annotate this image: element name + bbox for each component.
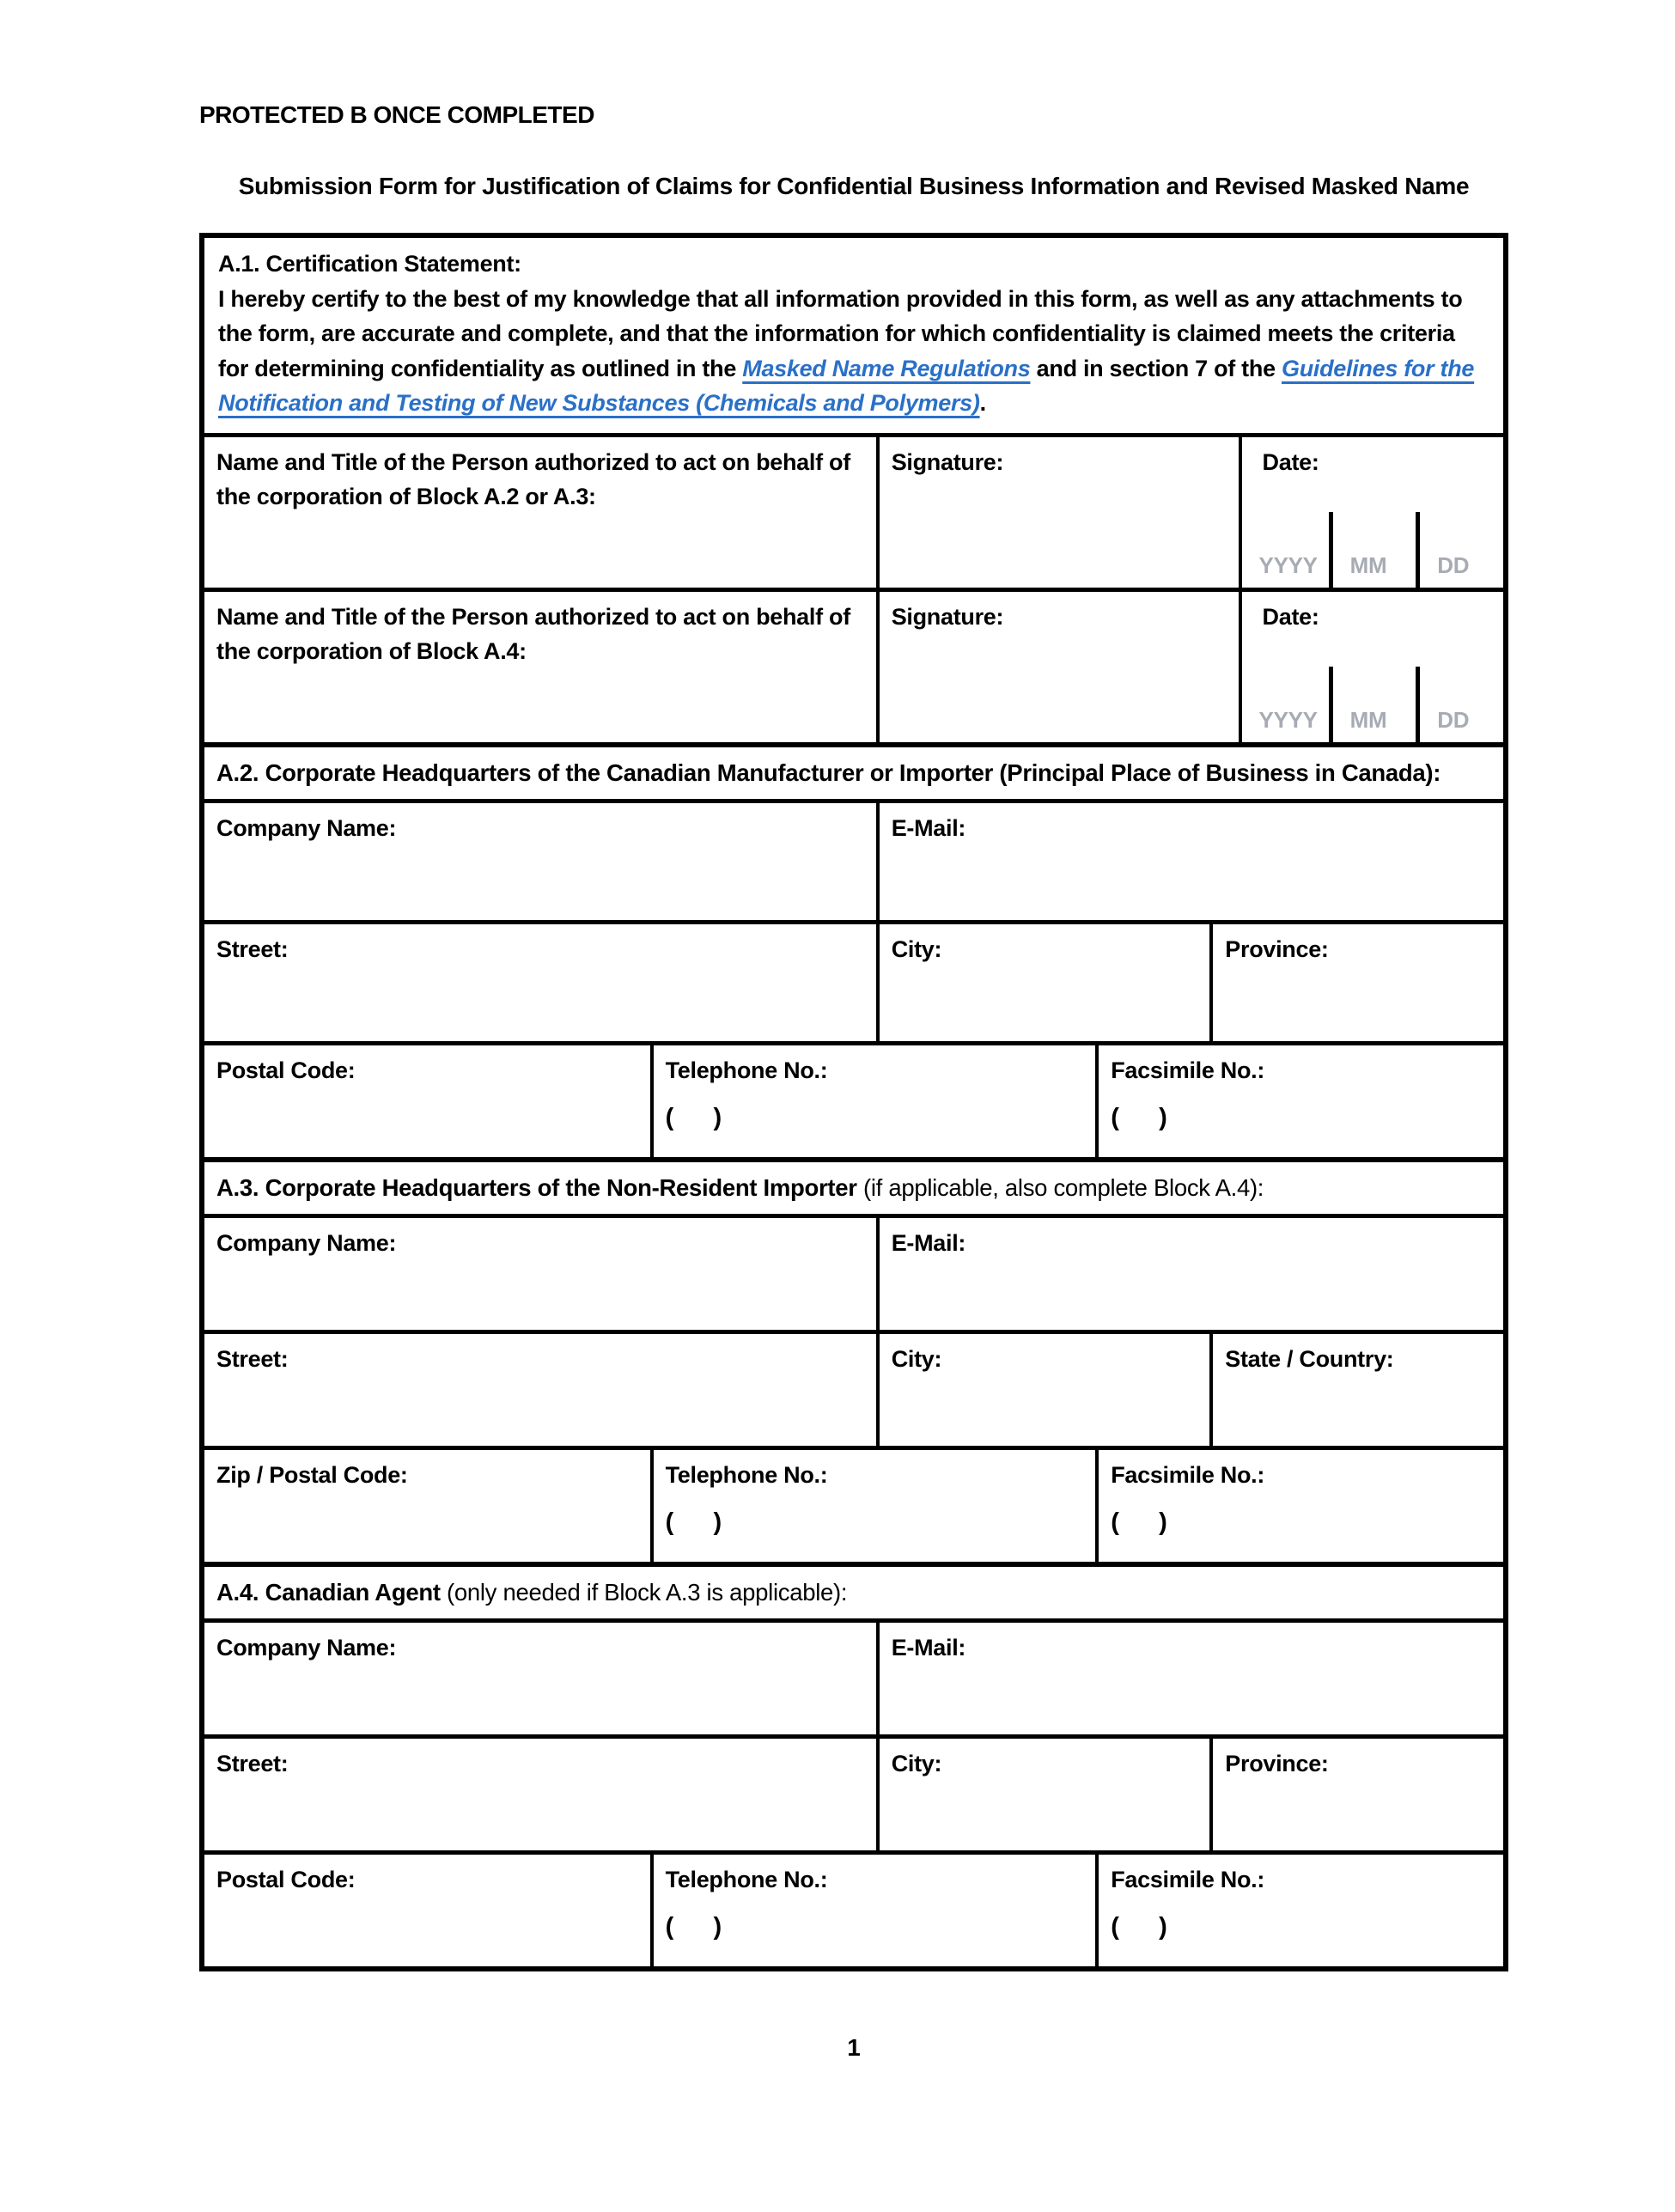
- a3-street-label: Street:: [216, 1345, 289, 1372]
- a4-facsimile-area-code-parens[interactable]: ( ): [1111, 1913, 1167, 1941]
- a3-state-country-label: State / Country:: [1225, 1345, 1394, 1372]
- a3-telephone-label: Telephone No.:: [665, 1461, 828, 1488]
- sig2-date-cell[interactable]: [1239, 592, 1503, 742]
- a3-facsimile-area-code-parens[interactable]: ( ): [1111, 1508, 1167, 1536]
- a3-telephone-cell[interactable]: [650, 1450, 1096, 1562]
- sig1-name-title-cell[interactable]: [204, 437, 876, 588]
- a4-province-cell[interactable]: [1209, 1739, 1503, 1850]
- a4-postal-code-label: Postal Code:: [216, 1866, 356, 1892]
- row-a4-header: [204, 1562, 1503, 1618]
- sig1-date-label: Date:: [1262, 448, 1319, 475]
- a1-text-middle: and in section 7 of the: [1030, 355, 1282, 381]
- a3-zip-postal-cell[interactable]: [204, 1450, 650, 1562]
- a4-telephone-cell[interactable]: [650, 1855, 1096, 1966]
- a3-company-name-cell[interactable]: [204, 1218, 876, 1330]
- a4-telephone-area-code-parens[interactable]: ( ): [665, 1913, 722, 1941]
- a4-facsimile-cell[interactable]: [1095, 1855, 1503, 1966]
- a4-postal-code-cell[interactable]: [204, 1855, 650, 1966]
- a2-telephone-cell[interactable]: [650, 1045, 1096, 1157]
- a3-email-cell[interactable]: [876, 1218, 1503, 1330]
- sig1-date-dd-field[interactable]: DD: [1416, 512, 1503, 588]
- row-signature-1: [204, 433, 1503, 588]
- masked-name-regulations-link[interactable]: Masked Name Regulations: [742, 355, 1031, 381]
- a1-paragraph: [218, 282, 1489, 421]
- a4-city-label: City:: [891, 1750, 942, 1776]
- a3-section-title: A.3. Corporate Headquarters of the Non-Resident Importer: [216, 1173, 864, 1201]
- a3-facsimile-label: Facsimile No.:: [1111, 1461, 1265, 1488]
- a2-telephone-label: Telephone No.:: [665, 1057, 828, 1083]
- a3-street-cell[interactable]: [204, 1334, 876, 1446]
- a4-facsimile-label: Facsimile No.:: [1111, 1866, 1265, 1892]
- sig2-date-mm-field[interactable]: MM: [1329, 667, 1416, 742]
- sig2-date-dd-field[interactable]: DD: [1416, 667, 1503, 742]
- row-a2-company-email: [204, 799, 1503, 920]
- a2-company-name-cell[interactable]: [204, 803, 876, 920]
- a3-city-cell[interactable]: [876, 1334, 1210, 1446]
- a3-city-label: City:: [891, 1345, 942, 1372]
- a4-email-label: E-Mail:: [891, 1634, 966, 1661]
- sig2-date-yyyy-field[interactable]: YYYY: [1258, 706, 1318, 733]
- a2-facsimile-cell[interactable]: [1095, 1045, 1503, 1157]
- sig1-date-mm-field[interactable]: MM: [1329, 512, 1416, 588]
- page-title: Submission Form for Justification of Claims for Confidential Business Information and Revised Masked Name: [238, 173, 1470, 199]
- sig1-date-cell[interactable]: [1239, 437, 1503, 588]
- page-number: 1: [847, 2034, 861, 2061]
- a2-email-cell[interactable]: [876, 803, 1503, 920]
- sig2-signature-cell[interactable]: [876, 592, 1239, 742]
- a3-state-country-cell[interactable]: [1209, 1334, 1503, 1446]
- a4-city-cell[interactable]: [876, 1739, 1210, 1850]
- row-a3-company-email: [204, 1214, 1503, 1330]
- sig1-name-title-label: Name and Title of the Person authorized to act on behalf of the corporation of Block A.2 or A.3:: [216, 448, 850, 509]
- a4-street-cell[interactable]: [204, 1739, 876, 1850]
- a1-heading: A.1. Certification Statement:: [218, 251, 521, 277]
- a2-province-cell[interactable]: [1209, 924, 1503, 1041]
- row-a4-postal-phone-fax: [204, 1850, 1503, 1966]
- row-a3-zip-phone-fax: [204, 1446, 1503, 1562]
- a2-city-label: City:: [891, 935, 942, 962]
- row-a2-postal-phone-fax: [204, 1041, 1503, 1157]
- a1-certification-cell: [204, 238, 1503, 433]
- row-a2-header: [204, 742, 1503, 799]
- a2-section-header: A.2. Corporate Headquarters of the Canadian Manufacturer or Importer (Principal Place of Business in Canada):: [216, 759, 1441, 786]
- a3-facsimile-cell[interactable]: [1095, 1450, 1503, 1562]
- a4-company-name-label: Company Name:: [216, 1634, 397, 1661]
- a1-text-before: I hereby certify to the best of my knowledge that all information provided in this form, as well as any attachments to the form, are accurate and complete, and that the information for which confidentiality is claimed meets the criteria for determining confidentiality as outlined in the: [218, 285, 1463, 381]
- a2-facsimile-area-code-parens[interactable]: ( ): [1111, 1104, 1167, 1131]
- a2-street-label: Street:: [216, 935, 289, 962]
- a4-section-title: A.4. Canadian Agent: [216, 1578, 448, 1606]
- a3-email-label: E-Mail:: [891, 1229, 966, 1256]
- a4-section-header: [204, 1567, 1503, 1618]
- sig2-name-title-label: Name and Title of the Person authorized to act on behalf of the corporation of Block A.4:: [216, 603, 850, 664]
- a2-telephone-area-code-parens[interactable]: ( ): [665, 1104, 722, 1131]
- row-a2-street-city-province: [204, 920, 1503, 1041]
- sig2-date-label: Date:: [1262, 603, 1319, 630]
- a3-section-title-note: (if applicable, also complete Block A.4):: [863, 1173, 1264, 1201]
- a2-postal-code-label: Postal Code:: [216, 1057, 356, 1083]
- row-a3-header: [204, 1157, 1503, 1214]
- row-signature-2: [204, 588, 1503, 742]
- row-a4-company-email: [204, 1618, 1503, 1734]
- a4-company-name-cell[interactable]: [204, 1623, 876, 1734]
- sig1-signature-cell[interactable]: [876, 437, 1239, 588]
- protected-marking: PROTECTED B ONCE COMPLETED: [199, 101, 594, 128]
- sig1-date-grid: [1242, 512, 1503, 588]
- guidelines-link[interactable]: Guidelines for the Notification and Testing of New Substances (Chemicals and Polymers): [218, 355, 1475, 416]
- sig2-name-title-cell[interactable]: [204, 592, 876, 742]
- a4-telephone-label: Telephone No.:: [665, 1866, 828, 1892]
- a4-province-label: Province:: [1225, 1750, 1329, 1776]
- page-content: [199, 0, 1508, 1971]
- a4-street-label: Street:: [216, 1750, 289, 1776]
- a2-facsimile-label: Facsimile No.:: [1111, 1057, 1265, 1083]
- a2-street-cell[interactable]: [204, 924, 876, 1041]
- sig2-signature-label: Signature:: [891, 603, 1004, 630]
- sig2-date-grid: [1242, 667, 1503, 742]
- a2-province-label: Province:: [1225, 935, 1329, 962]
- a1-text-after: .: [979, 390, 986, 416]
- a4-section-title-note: (only needed if Block A.3 is applicable):: [447, 1578, 848, 1606]
- a3-zip-postal-label: Zip / Postal Code:: [216, 1461, 408, 1488]
- a2-city-cell[interactable]: [876, 924, 1210, 1041]
- sig1-date-yyyy-field[interactable]: YYYY: [1258, 551, 1318, 578]
- sig1-signature-label: Signature:: [891, 448, 1004, 475]
- a3-telephone-area-code-parens[interactable]: ( ): [665, 1508, 722, 1536]
- a2-postal-code-cell[interactable]: [204, 1045, 650, 1157]
- a4-email-cell[interactable]: [876, 1623, 1503, 1734]
- a2-email-label: E-Mail:: [891, 814, 966, 841]
- row-a3-street-city-state: [204, 1330, 1503, 1446]
- a3-section-header: [204, 1162, 1503, 1214]
- a2-company-name-label: Company Name:: [216, 814, 397, 841]
- row-a4-street-city-province: [204, 1734, 1503, 1850]
- row-a1-certification: [204, 238, 1503, 433]
- form-table: [199, 233, 1508, 1971]
- a3-company-name-label: Company Name:: [216, 1229, 397, 1256]
